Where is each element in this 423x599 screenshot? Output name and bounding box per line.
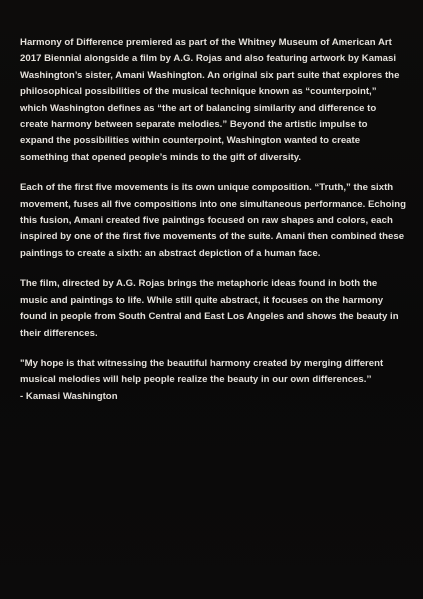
- quote-line: "My hope is that witnessing the beautiful harmony created by merging different: [20, 357, 384, 369]
- quote-attribution: - Kamasi Washington: [20, 390, 118, 402]
- text-line: philosophical possibilities of the musical technique known as “counterpoint,”: [20, 86, 377, 98]
- text-line: 2017 Biennial alongside a film by A.G. Rojas and also featuring artwork by Kamasi: [20, 53, 397, 65]
- text-line: movement, fuses all five compositions into one simultaneous performance. Echoing: [20, 198, 406, 210]
- text-line: found in people from South Central and East Los Angeles and shows the beauty in: [20, 311, 399, 323]
- liner-notes-text: [20, 35, 405, 419]
- paragraph-movements: [20, 180, 405, 262]
- text-line: The film, directed by A.G. Rojas brings the metaphoric ideas found in both the: [20, 278, 378, 290]
- text-line: music and paintings to life. While still quite abstract, it focuses on the harmony: [20, 294, 384, 306]
- text-line: which Washington defines as “the art of balancing similarity and difference to: [20, 102, 377, 114]
- text-line: expand the possibilities within counterpoint, Washington wanted to create: [20, 135, 361, 147]
- paragraph-quote: [20, 356, 405, 405]
- text-line: Washington’s sister, Amani Washington. An original six part suite that explores the: [20, 69, 400, 81]
- paragraph-premiere: [20, 35, 405, 166]
- text-line: inspired by one of the first five movements of the suite. Amani then combined these: [20, 231, 405, 243]
- text-line: create harmony between separate melodies.” Beyond the artistic impulse to: [20, 119, 368, 131]
- text-line: something that opened people’s minds to the gift of diversity.: [20, 151, 302, 163]
- text-line: their differences.: [20, 327, 98, 339]
- quote-line: musical melodies will help people realize the beauty in our own differences.’’: [20, 374, 372, 386]
- text-line: this fusion, Amani created five paintings focused on raw shapes and colors, each: [20, 215, 393, 227]
- text-line: Each of the first five movements is its own unique composition. “Truth,” the sixth: [20, 182, 394, 194]
- text-line: paintings to create a sixth: an abstract depiction of a human face.: [20, 247, 321, 259]
- text-line: Harmony of Difference premiered as part of the Whitney Museum of American Art: [20, 37, 392, 48]
- paragraph-film: [20, 276, 405, 342]
